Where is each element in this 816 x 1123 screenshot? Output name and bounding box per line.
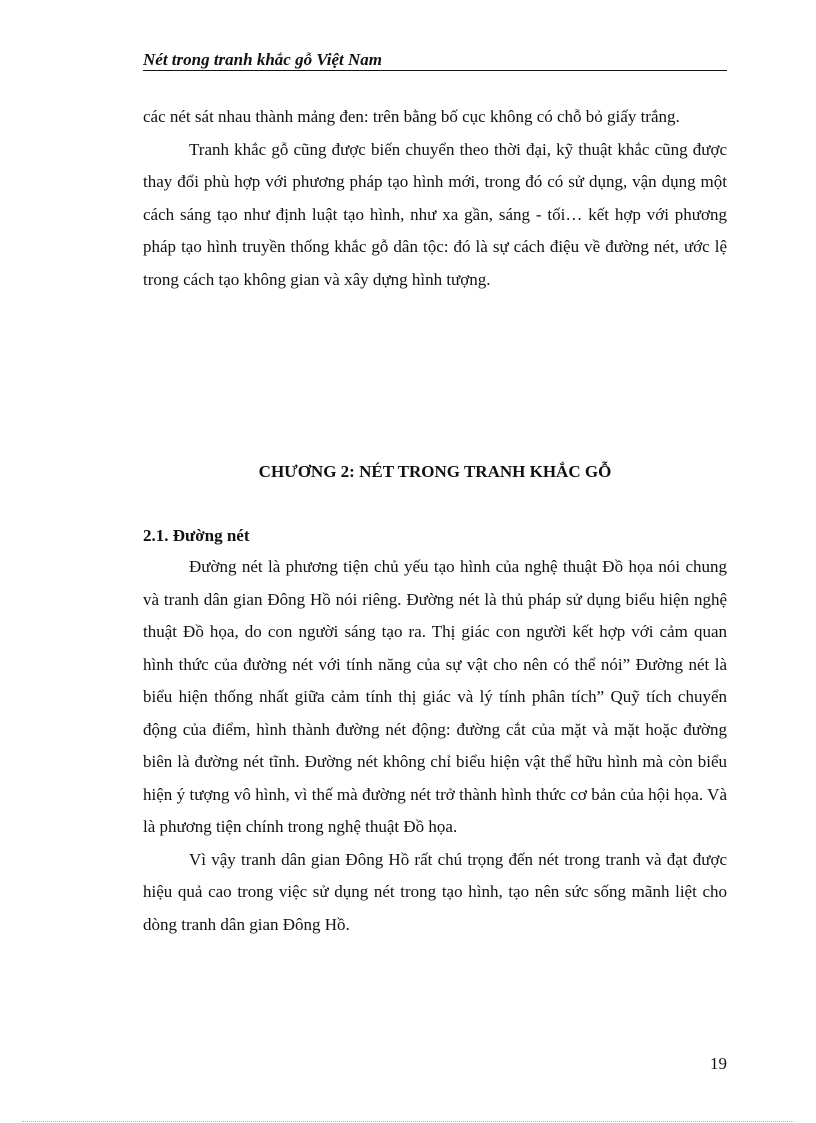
- body-paragraph: các nét sát nhau thành mảng đen: trên bằng bố cục không có chỗ bỏ giấy trắng.: [143, 107, 680, 126]
- body-paragraph: Tranh khắc gỗ cũng được biến chuyển theo thời đại, kỹ thuật khắc cũng được thay đổi phù hợp với phương pháp tạo hình mới, trong đó có sử dụng, vận dụng một cách sáng tạo như định luật tạo hình, như xa gần, sáng - tối… kết hợp với phương pháp tạo hình truyền thống khắc gỗ dân tộc: đó là sự cách điệu về đường nét, ước lệ trong cách tạo không gian và xây dựng hình tượng.: [143, 139, 727, 289]
- body-paragraph: Vì vậy tranh dân gian Đông Hồ rất chú trọng đến nét trong tranh và đạt được hiệu quả cao trong việc sử dụng nét trong tạo hình, tạo nên sức sống mãnh liệt cho dòng tranh dân gian Đông Hồ.: [143, 849, 727, 934]
- page-number: 19: [710, 1054, 727, 1073]
- chapter-title: CHƯƠNG 2: NÉT TRONG TRANH KHẮC GỖ: [258, 462, 612, 481]
- intro-text-block: [143, 101, 727, 296]
- running-header-title: Nét trong tranh khắc gỗ Việt Nam: [143, 50, 382, 69]
- page-bottom-divider: [22, 1121, 794, 1122]
- header-rule: [143, 70, 727, 71]
- section-text-block: [143, 551, 727, 941]
- body-paragraph: Đường nét là phương tiện chủ yếu tạo hình của nghệ thuật Đồ họa nói chung và tranh dân gian Đông Hồ nói riêng. Đường nét là thủ pháp sử dụng biểu hiện nghệ thuật Đồ họa, do con người sáng tạo ra. Thị giác con người kết hợp với cảm quan hình thức của đường nét với tính năng của sự vật cho nên có thể nói” Đường nét là biểu hiện thống nhất giữa cảm tính thị giác và lý tính phân tích” Quỹ tích chuyển động của điểm, hình thành đường nét động: đường cắt của mặt và mặt hoặc đường biên là đường nét tĩnh. Đường nét không chỉ biểu hiện vật thể hữu hình mà còn biểu hiện ý tượng vô hình, vì thế mà đường nét trở thành hình thức cơ bản của hội họa. Và là phương tiện chính trong nghệ thuật Đồ họa.: [143, 557, 727, 836]
- section-title: 2.1. Đường nét: [143, 526, 250, 545]
